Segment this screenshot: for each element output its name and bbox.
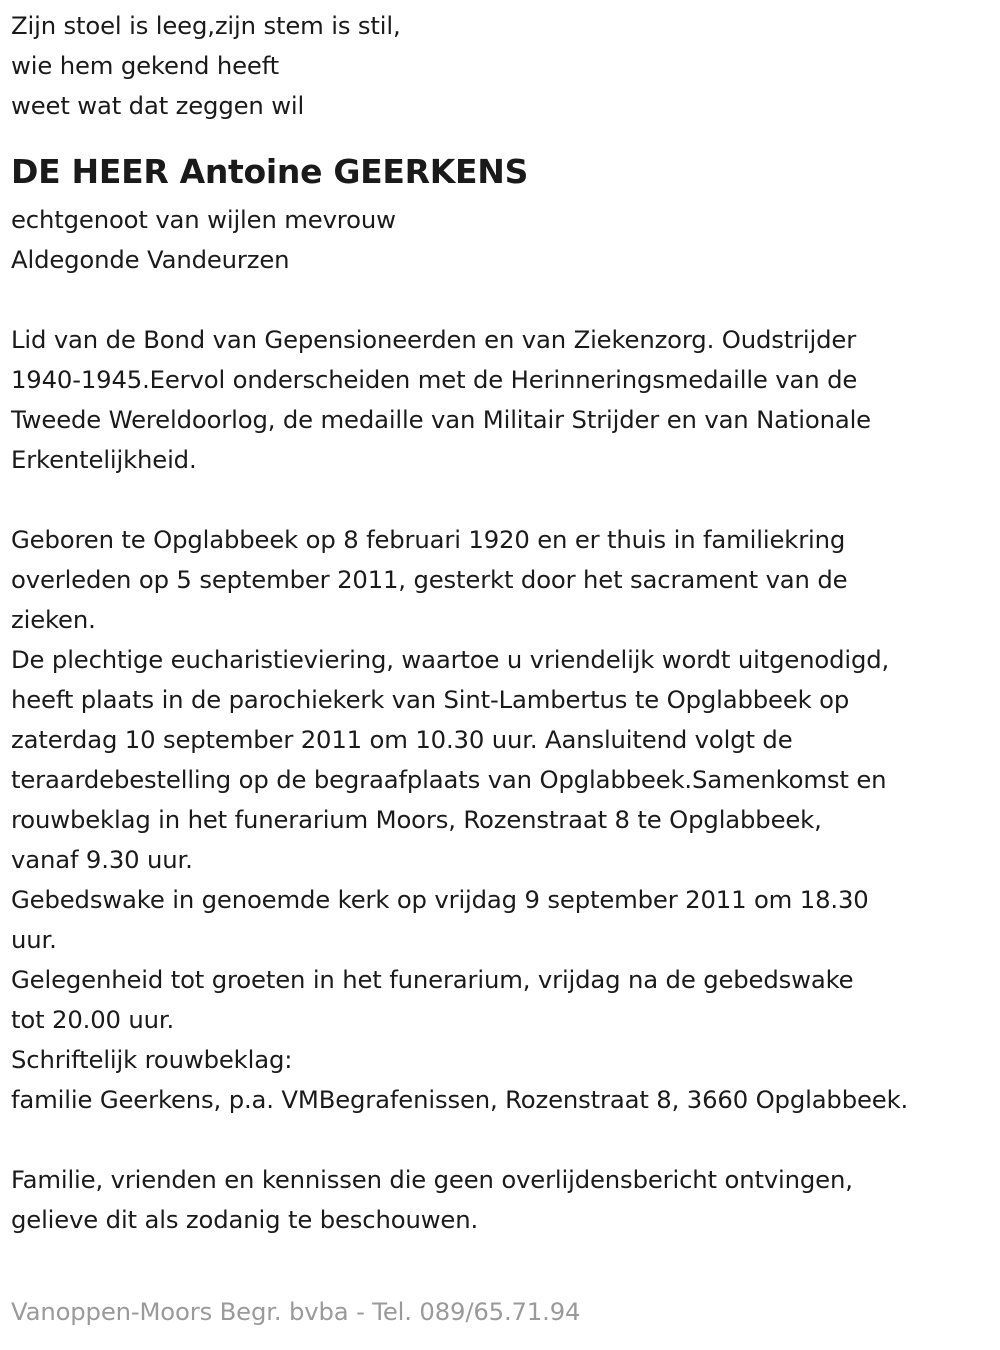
membership-line: Tweede Wereldoorlog, de medaille van Militair Strijder en van Nationale [11, 405, 871, 434]
spouse-line: echtgenoot van wijlen mevrouw [11, 205, 396, 234]
details-line: zaterdag 10 september 2011 om 10.30 uur. Aansluitend volgt de [11, 725, 793, 754]
details-line: heeft plaats in de parochiekerk van Sint-Lambertus te Opglabbeek op [11, 685, 850, 714]
poem-line: weet wat dat zeggen wil [11, 91, 305, 120]
poem [11, 6, 1000, 126]
details-line: zieken. [11, 605, 96, 634]
details-line: Geboren te Opglabbeek op 8 februari 1920 en er thuis in familiekring [11, 525, 846, 554]
spouse-info [11, 200, 1000, 280]
membership-line: Lid van de Bond van Gepensioneerden en van Ziekenzorg. Oudstrijder [11, 325, 857, 354]
closing-paragraph [11, 1160, 1000, 1240]
details-line: overleden op 5 september 2011, gesterkt door het sacrament van de [11, 565, 848, 594]
details-line: uur. [11, 925, 57, 954]
spacer [11, 1120, 1000, 1160]
spacer [11, 280, 1000, 320]
details-line: rouwbeklag in het funerarium Moors, Rozenstraat 8 te Opglabbeek, [11, 805, 822, 834]
closing-line: gelieve dit als zodanig te beschouwen. [11, 1205, 479, 1234]
membership-line: Erkentelijkheid. [11, 445, 197, 474]
membership-line: 1940-1945.Eervol onderscheiden met de Herinneringsmedaille van de [11, 365, 858, 394]
closing-line: Familie, vrienden en kennissen die geen overlijdensbericht ontvingen, [11, 1165, 853, 1194]
poem-line: wie hem gekend heeft [11, 51, 280, 80]
spacer [11, 126, 1000, 144]
membership-paragraph [11, 320, 1000, 480]
details-line: Gebedswake in genoemde kerk op vrijdag 9 september 2011 om 18.30 [11, 885, 869, 914]
details-line: De plechtige eucharistieviering, waartoe u vriendelijk wordt uitgenodigd, [11, 645, 890, 674]
poem-line: Zijn stoel is leeg,zijn stem is stil, [11, 11, 401, 40]
funeral-home-footer: Vanoppen-Moors Begr. bvba - Tel. 089/65.71.94 [11, 1297, 581, 1326]
deceased-name: DE HEER Antoine GEERKENS [11, 152, 529, 191]
details-line: teraardebestelling op de begraafplaats van Opglabbeek.Samenkomst en [11, 765, 887, 794]
details-line: vanaf 9.30 uur. [11, 845, 193, 874]
spacer [11, 480, 1000, 520]
details-paragraph [11, 520, 1000, 1120]
details-line: Schriftelijk rouwbeklag: [11, 1045, 293, 1074]
spouse-line: Aldegonde Vandeurzen [11, 245, 290, 274]
details-line: familie Geerkens, p.a. VMBegrafenissen, Rozenstraat 8, 3660 Opglabbeek. [11, 1085, 909, 1114]
details-line: tot 20.00 uur. [11, 1005, 175, 1034]
details-line: Gelegenheid tot groeten in het funerarium, vrijdag na de gebedswake [11, 965, 854, 994]
